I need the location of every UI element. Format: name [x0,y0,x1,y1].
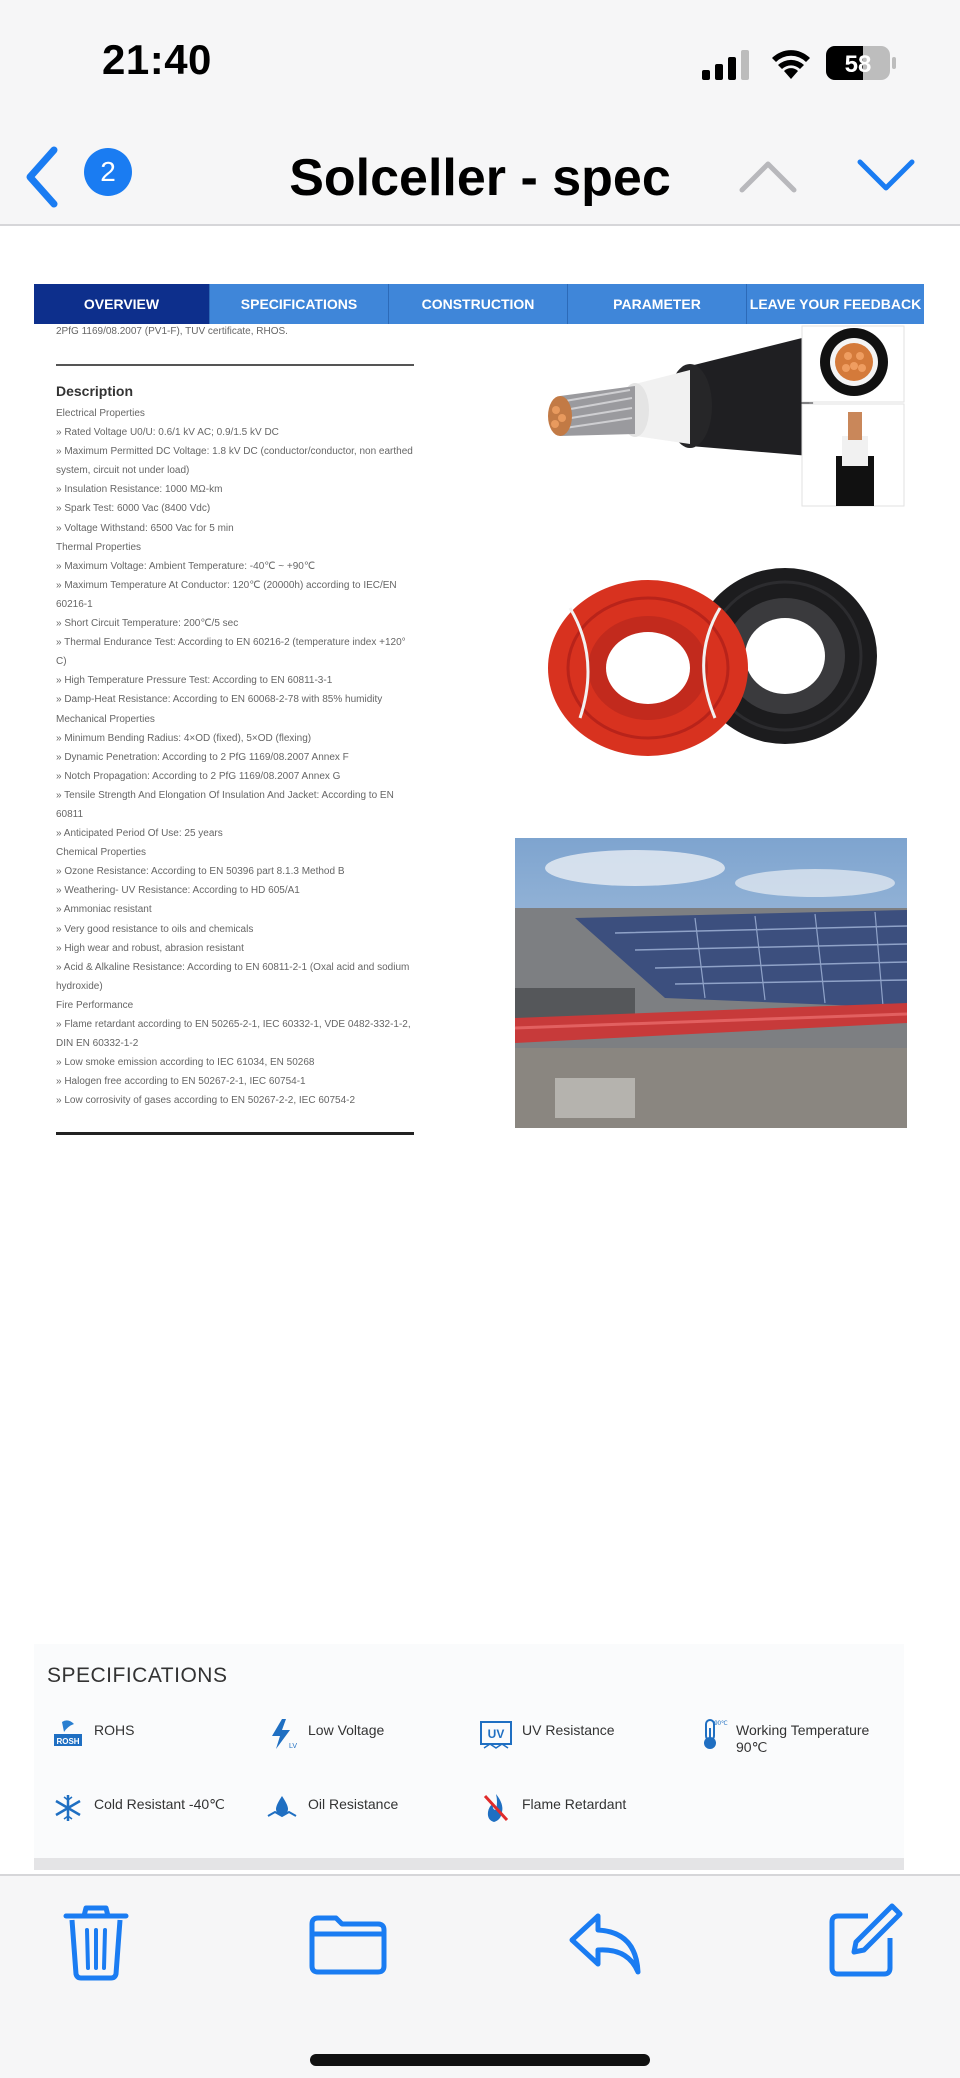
list-item: » Halogen free according to EN 50267-2-1, IEC 60754-1 [56,1076,306,1088]
cellular-signal-icon [702,50,752,80]
list-item: Thermal Properties [56,541,142,553]
list-item: » Ammoniac resistant [56,904,152,916]
list-item: » Damp-Heat Resistance: According to EN 60068-2-78 with 85% humidity [56,694,383,706]
list-item: » Dynamic Penetration: According to 2 PfG 1169/08.2007 Annex F [56,751,349,763]
chevron-left-icon[interactable] [18,142,68,212]
tab-parameter[interactable]: PARAMETER [568,284,747,324]
tab-leave-feedback[interactable]: LEAVE YOUR FEEDBACK [749,296,922,312]
cable-cross-section-image [540,326,904,506]
compose-icon[interactable] [824,1902,904,1982]
message-count-badge: 2 [84,148,132,196]
oil-drop-icon [266,1792,298,1824]
spec-label: Working Temperature 90℃ [736,1722,870,1755]
list-item: » High wear and robust, abrasion resistant [56,942,244,954]
list-item: » Tensile Strength And Elongation Of Insulation And Jacket: According to EN 60811 [56,789,394,820]
list-item: » Minimum Bending Radius: 4×OD (fixed), 5×OD (flexing) [56,732,312,744]
status-bar [0,0,960,130]
list-item: » Low corrosivity of gases according to EN 50267-2-2, IEC 60754-2 [56,1095,356,1107]
list-item: » Rated Voltage U0/U: 0.6/1 kV AC; 0.9/1.5 kV DC [56,427,279,439]
folder-icon[interactable] [308,1902,388,1982]
flame-icon [480,1792,512,1824]
list-item: » High Temperature Pressure Test: According to EN 60811-3-1 [56,675,333,687]
cable-coils-image [540,568,880,758]
spec-label: Oil Resistance [308,1796,399,1812]
trash-icon[interactable] [56,1902,136,1982]
uv-icon [480,1718,512,1750]
list-item: » Flame retardant according to EN 50265-2-1, IEC 60332-1, VDE 0482-332-1-2, DIN EN 60332-1-2 [56,1019,411,1050]
list-item: » Maximum Temperature At Conductor: 120℃ (20000h) according to IEC/EN 60216-1 [56,579,397,610]
specifications-title: SPECIFICATIONS [47,1664,228,1687]
solar-rooftop-image [515,838,907,1128]
specifications-section [34,1644,904,1870]
divider [56,1132,414,1135]
spec-label: Cold Resistant -40℃ [94,1796,225,1812]
thermometer-icon [694,1718,726,1750]
nav-bar [0,130,960,226]
battery-icon [826,46,896,80]
description-title: Description [56,383,134,399]
list-item: » Insulation Resistance: 1000 MΩ-km [56,484,223,496]
divider [56,364,414,366]
spec-label: UV Resistance [522,1722,615,1738]
chevron-up-icon[interactable] [736,150,800,200]
list-item: Electrical Properties [56,408,145,419]
list-item: » Acid & Alkaline Resistance: According to EN 60811-2-1 (Oxal acid and sodium hydroxide) [56,961,410,992]
svg-text:UV: UV [487,1727,505,1741]
list-item: » Voltage Withstand: 6500 Vac for 5 min [56,522,234,534]
lightning-icon [266,1718,298,1750]
list-item: » Notch Propagation: According to 2 PfG 1169/08.2007 Annex G [56,770,341,782]
message-body [0,226,960,1874]
wifi-icon [770,46,812,80]
list-item: » Very good resistance to oils and chemicals [56,923,254,935]
svg-text:ROSH: ROSH [56,1737,80,1746]
tab-specifications[interactable]: SPECIFICATIONS [210,284,389,324]
list-item: Fire Performance [56,999,134,1011]
certificate-line: 2PfG 1169/08.2007 (PV1-F), TUV certificate, RHOS. [56,326,288,337]
svg-text:90℃: 90℃ [714,1721,728,1727]
list-item: » Thermal Endurance Test: According to EN 60216-2 (temperature index +120° C) [56,637,406,668]
chevron-down-icon[interactable] [854,150,918,200]
list-item: » Anticipated Period Of Use: 25 years [56,828,223,840]
list-item: » Maximum Voltage: Ambient Temperature: -40℃ ~ +90℃ [56,560,316,572]
spec-label: ROHS [94,1722,135,1738]
list-item: » Maximum Permitted DC Voltage: 1.8 kV DC (conductor/conductor, non earthed system, circuit not under load) [56,446,413,477]
list-item: Mechanical Properties [56,713,155,725]
tab-construction[interactable]: CONSTRUCTION [389,284,568,324]
status-time: 21:40 [102,36,212,83]
product-tabs [34,284,924,324]
snowflake-icon [52,1792,84,1824]
spec-label: Low Voltage [308,1722,385,1738]
rohs-icon [52,1718,84,1750]
battery-level: 58 [844,51,872,78]
list-item: Chemical Properties [56,847,147,859]
list-item: » Ozone Resistance: According to EN 50396 part 8.1.3 Method B [56,866,345,878]
spec-label: Flame Retardant [522,1796,627,1812]
list-item: » Spark Test: 6000 Vac (8400 Vdc) [56,503,211,515]
description-list [56,404,414,1110]
home-indicator[interactable] [310,2054,650,2066]
list-item: » Weathering- UV Resistance: According to HD 605/A1 [56,885,300,897]
svg-text:LV: LV [288,1743,298,1750]
reply-icon[interactable] [566,1902,646,1982]
bottom-toolbar [0,1874,960,2078]
tab-overview[interactable]: OVERVIEW [34,284,210,324]
page-title: Solceller - spec [289,149,671,207]
list-item: » Short Circuit Temperature: 200℃/5 sec [56,618,239,630]
list-item: » Low smoke emission according to IEC 61034, EN 50268 [56,1057,315,1069]
